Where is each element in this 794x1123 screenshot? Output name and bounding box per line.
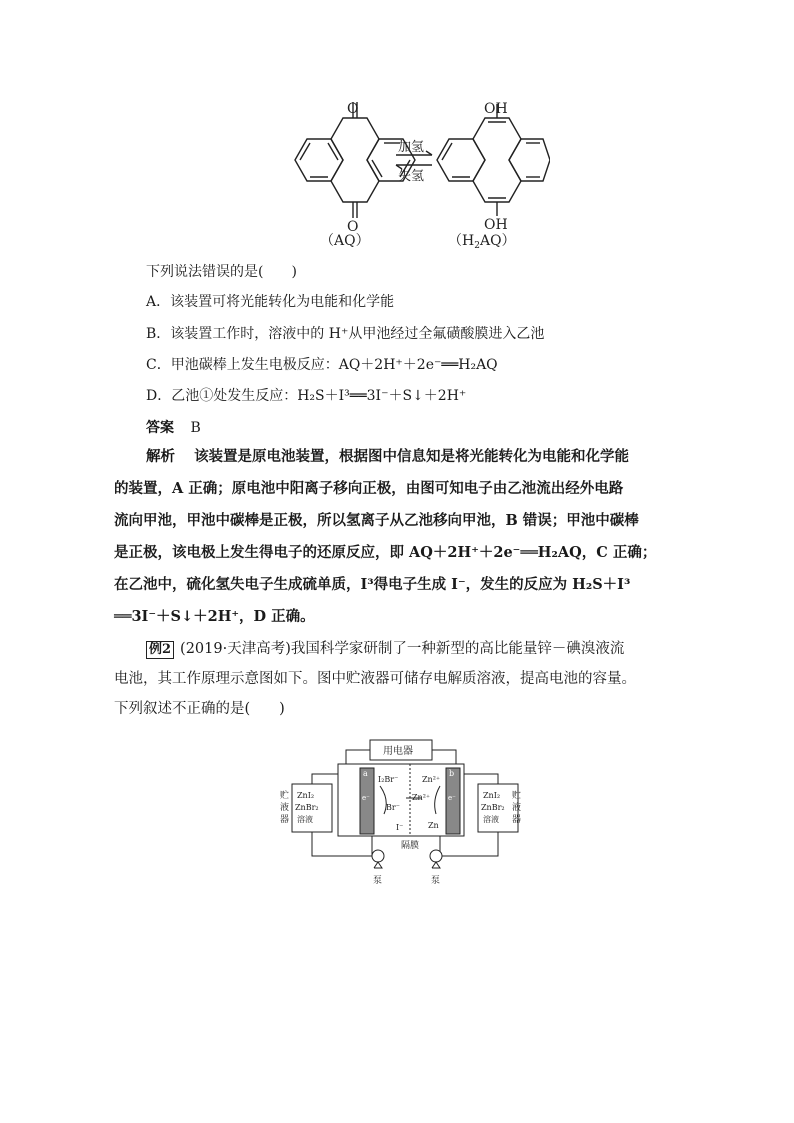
aq-label: （AQ） bbox=[320, 233, 370, 249]
right-solution-3: 溶液 bbox=[483, 815, 499, 824]
question-stem: 下列说法错误的是( ) bbox=[146, 264, 297, 280]
analysis-line-1: 解析 该装置是原电池装置，根据图中信息知是将光能转化为电能和化学能 bbox=[146, 448, 630, 465]
electrode-a-label: a bbox=[363, 769, 368, 778]
electron-left: e⁻ bbox=[362, 794, 370, 802]
right-reservoir-label-1: 贮 bbox=[512, 791, 522, 801]
right-pump bbox=[430, 850, 442, 862]
analysis-line-3: 流向甲池，甲池中碳棒是正极，所以氢离子从乙池移向甲池，B 错误；甲池中碳棒 bbox=[114, 512, 639, 529]
aq-ring-left bbox=[295, 139, 343, 181]
example-2-line-2: 电池，其工作原理示意图如下。图中贮液器可储存电解质溶液，提高电池的容量。 bbox=[114, 671, 636, 687]
right-species-mid: Zn²⁺ bbox=[412, 793, 431, 802]
right-species-top: Zn²⁺ bbox=[422, 775, 441, 784]
battery-diagram bbox=[276, 738, 524, 890]
h2aq-bottom-hydroxyl: OH bbox=[484, 217, 508, 233]
membrane-label: 隔膜 bbox=[401, 841, 420, 851]
left-reservoir-label-2: 液 bbox=[280, 803, 290, 813]
molecule-figure bbox=[280, 92, 550, 252]
left-pump bbox=[372, 850, 384, 862]
right-pump-label: 泵 bbox=[431, 876, 441, 886]
aq-top-oxygen: O bbox=[347, 101, 359, 117]
h2aq-ring-right bbox=[509, 139, 550, 181]
example-2-line-3: 下列叙述不正确的是( ) bbox=[114, 701, 285, 717]
analysis-line-6: ══3I⁻＋S↓＋2H⁺，D 正确。 bbox=[114, 608, 315, 625]
analysis-line-4: 是正极，该电极上发生得电子的还原反应，即 AQ＋2H⁺＋2e⁻══H₂AQ，C 正确； bbox=[114, 544, 657, 561]
left-solution-1: ZnI₂ bbox=[297, 791, 315, 800]
device-label: 用电器 bbox=[383, 746, 413, 757]
example-tag: 例2 bbox=[146, 641, 174, 659]
answer-label: 答案 bbox=[146, 420, 174, 436]
left-solution-2: ZnBr₂ bbox=[295, 803, 319, 812]
h2aq-ring-left bbox=[437, 139, 485, 181]
left-reservoir-label-1: 贮 bbox=[280, 791, 290, 801]
right-reservoir-label-3: 器 bbox=[512, 815, 522, 825]
right-solution-2: ZnBr₂ bbox=[481, 803, 505, 812]
option-d: D．乙池①处发生反应：H₂S＋I³══3I⁻＋S↓＋2H⁺ bbox=[146, 388, 467, 404]
left-reservoir-label-3: 器 bbox=[280, 815, 290, 825]
analysis-line-2: 的装置，A 正确；原电池中阳离子移向正极，由图可知电子由乙池流出经外电路 bbox=[114, 480, 624, 497]
analysis-label: 解析 bbox=[146, 448, 175, 465]
arrow-label-hydrogenate: 加氢 bbox=[398, 140, 425, 155]
answer-row bbox=[146, 418, 201, 438]
left-species-bot: I⁻ bbox=[396, 823, 404, 832]
left-species-mid: Br⁻ bbox=[386, 803, 400, 812]
aq-bottom-oxygen: O bbox=[347, 219, 359, 235]
right-species-bot: Zn bbox=[428, 821, 439, 830]
example-2-line-1: 例2 (2019·天津高考)我国科学家研制了一种新型的高比能量锌－碘溴液流 bbox=[146, 634, 624, 664]
electrode-b-label: b bbox=[449, 769, 455, 778]
analysis-line-5: 在乙池中，硫化氢失电子生成硫单质，I³得电子生成 I⁻，发生的反应为 H₂S＋I³ bbox=[114, 576, 631, 593]
electron-right: e⁻ bbox=[448, 794, 456, 802]
left-species-top: I₂Br⁻ bbox=[378, 775, 399, 784]
left-solution-3: 溶液 bbox=[297, 815, 313, 824]
h2aq-top-hydroxyl: OH bbox=[484, 101, 508, 117]
right-reservoir-label-2: 液 bbox=[512, 803, 522, 813]
option-c: C．甲池碳棒上发生电极反应：AQ＋2H⁺＋2e⁻══H₂AQ bbox=[146, 357, 498, 373]
option-a: A．该装置可将光能转化为电能和化学能 bbox=[146, 294, 395, 310]
answer-value: B bbox=[190, 420, 201, 436]
left-pump-label: 泵 bbox=[373, 876, 383, 886]
arrow-label-dehydrogenate: 失氢 bbox=[398, 169, 425, 184]
aq-ring-middle bbox=[331, 118, 379, 202]
h2aq-label: $(H_2AQ)$ bbox=[448, 233, 516, 251]
option-b: B．该装置工作时，溶液中的 H⁺从甲池经过全氟磺酸膜进入乙池 bbox=[146, 326, 545, 342]
right-solution-1: ZnI₂ bbox=[483, 791, 501, 800]
h2aq-ring-middle bbox=[473, 118, 521, 202]
